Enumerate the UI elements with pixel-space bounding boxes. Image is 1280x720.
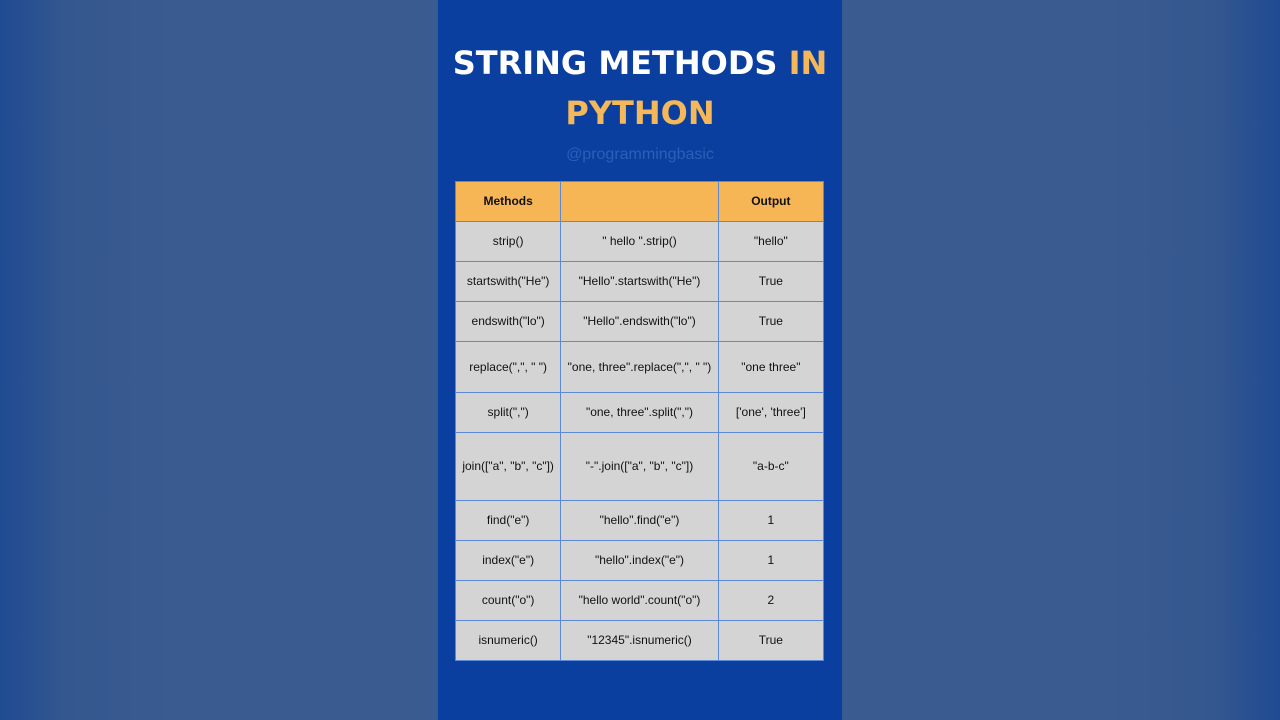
table-row [456,501,824,541]
output-cell: 2 [718,581,823,621]
method-cell: index("e") [456,541,561,581]
title-accent-in: IN [788,44,828,82]
output-cell: 1 [718,541,823,581]
watermark: @programmingbasic [566,146,714,163]
output-cell: True [718,262,823,302]
example-cell: " hello ".strip() [561,222,718,262]
example-cell: "Hello".endswith("lo") [561,302,718,342]
method-cell: split(",") [456,393,561,433]
table-row [456,433,824,501]
method-cell: join(["a", "b", "c"]) [456,433,561,501]
example-cell: "hello".find("e") [561,501,718,541]
table-row [456,581,824,621]
example-cell: "-".join(["a", "b", "c"]) [561,433,718,501]
method-cell: startswith("He") [456,262,561,302]
output-cell: "a-b-c" [718,433,823,501]
header-output: Output [718,182,823,222]
title-white-text: STRING METHODS [452,44,789,82]
example-cell: "one, three".split(",") [561,393,718,433]
string-methods-table [455,181,824,661]
page-title [438,38,842,138]
example-cell: "hello".index("e") [561,541,718,581]
method-cell: count("o") [456,581,561,621]
example-cell: "hello world".count("o") [561,581,718,621]
table-row [456,541,824,581]
output-cell: "one three" [718,342,823,393]
method-cell: replace(",", " ") [456,342,561,393]
output-cell: ['one', 'three'] [718,393,823,433]
output-cell: 1 [718,501,823,541]
title-accent-python: PYTHON [565,94,715,132]
method-cell: isnumeric() [456,621,561,661]
example-cell: "12345".isnumeric() [561,621,718,661]
method-cell: strip() [456,222,561,262]
header-example [561,182,718,222]
content-panel [438,0,842,720]
table-row [456,222,824,262]
table-row [456,621,824,661]
table-row [456,302,824,342]
method-cell: endswith("lo") [456,302,561,342]
header-methods: Methods [456,182,561,222]
method-cell: find("e") [456,501,561,541]
table-row [456,393,824,433]
example-cell: "Hello".startswith("He") [561,262,718,302]
table-header-row [456,182,824,222]
output-cell: True [718,621,823,661]
table-row [456,342,824,393]
example-cell: "one, three".replace(",", " ") [561,342,718,393]
output-cell: True [718,302,823,342]
table-row [456,262,824,302]
background-left [0,0,438,720]
output-cell: "hello" [718,222,823,262]
background-right [842,0,1280,720]
